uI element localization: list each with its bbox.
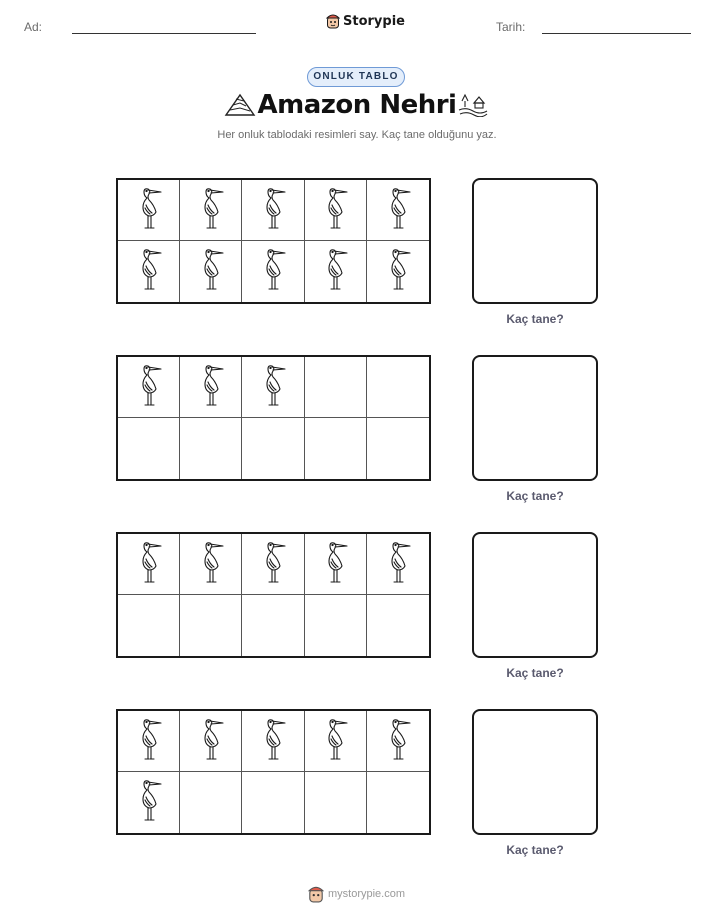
ten-frame-cell: [242, 418, 304, 479]
heron-icon: [320, 539, 350, 590]
ten-frame-cell: [367, 595, 429, 656]
ten-frame-cell: [180, 357, 242, 418]
brand-name: Storypie: [343, 13, 405, 29]
heron-icon: [258, 539, 288, 590]
ten-frame-cell: [180, 595, 242, 656]
ten-frame-3: [116, 532, 431, 658]
heron-icon: [383, 716, 413, 767]
river-village-icon: [458, 93, 488, 117]
heron-icon: [134, 246, 164, 297]
instructions: Her onluk tablodaki resimleri say. Kaç tane olduğunu yaz.: [217, 129, 497, 141]
ten-frame-cell: [305, 534, 367, 595]
ten-frame-cell: [305, 772, 367, 833]
heron-icon: [196, 716, 226, 767]
answer-box-3[interactable]: [472, 532, 598, 658]
ten-frame-cell: [118, 534, 180, 595]
ten-frame-cell: [118, 418, 180, 479]
ten-frame-2: [116, 355, 431, 481]
ten-frame-cell: [242, 595, 304, 656]
ten-frame-cell: [367, 711, 429, 772]
heron-icon: [383, 539, 413, 590]
ten-frame-cell: [367, 772, 429, 833]
ten-frame-cell: [118, 772, 180, 833]
ten-frame-cell: [305, 180, 367, 241]
ten-frame-cell: [367, 180, 429, 241]
worksheet-type-badge: ONLUK TABLO: [307, 67, 405, 87]
ten-frame-cell: [367, 534, 429, 595]
heron-icon: [134, 362, 164, 413]
ten-frame-cell: [180, 711, 242, 772]
ten-frame-cell: [305, 418, 367, 479]
heron-icon: [196, 362, 226, 413]
ten-frame-cell: [242, 241, 304, 302]
ten-frame-cell: [305, 357, 367, 418]
answer-box-1[interactable]: [472, 178, 598, 304]
name-label: Ad:: [24, 20, 43, 34]
answer-box-4[interactable]: [472, 709, 598, 835]
page-title: Amazon Nehri: [257, 90, 457, 120]
ten-frame-cell: [242, 357, 304, 418]
ten-frame-cell: [242, 180, 304, 241]
ten-frame-cell: [118, 595, 180, 656]
storypie-mascot-icon: [308, 885, 324, 903]
heron-icon: [383, 185, 413, 236]
ten-frame-cell: [242, 534, 304, 595]
heron-icon: [258, 716, 288, 767]
date-label: Tarih:: [496, 20, 526, 34]
ten-frame-cell: [242, 772, 304, 833]
ten-frame-cell: [367, 357, 429, 418]
answer-box-2[interactable]: [472, 355, 598, 481]
heron-icon: [196, 185, 226, 236]
heron-icon: [320, 185, 350, 236]
heron-icon: [134, 185, 164, 236]
heron-icon: [258, 246, 288, 297]
ten-frame-cell: [118, 241, 180, 302]
ten-frame-cell: [305, 595, 367, 656]
ten-frame-cell: [118, 180, 180, 241]
answer-label-3: Kaç tane?: [506, 666, 564, 680]
footer: [308, 885, 405, 903]
heron-icon: [196, 246, 226, 297]
heron-icon: [383, 246, 413, 297]
brand-logo: [326, 13, 405, 29]
answer-label-1: Kaç tane?: [506, 312, 564, 326]
heron-icon: [320, 716, 350, 767]
heron-icon: [196, 539, 226, 590]
footer-url[interactable]: mystorypie.com: [328, 888, 406, 900]
heron-icon: [134, 777, 164, 828]
ten-frame-cell: [118, 711, 180, 772]
heron-icon: [134, 539, 164, 590]
ten-frame-1: [116, 178, 431, 304]
ten-frame-cell: [180, 418, 242, 479]
ten-frame-cell: [367, 418, 429, 479]
answer-label-2: Kaç tane?: [506, 489, 564, 503]
date-line[interactable]: [542, 33, 691, 34]
ten-frame-cell: [180, 180, 242, 241]
ten-frame-cell: [180, 534, 242, 595]
ten-frame-cell: [118, 357, 180, 418]
name-line[interactable]: [72, 33, 256, 34]
ten-frame-cell: [242, 711, 304, 772]
answer-label-4: Kaç tane?: [506, 843, 564, 857]
heron-icon: [134, 716, 164, 767]
ten-frame-4: [116, 709, 431, 835]
ten-frame-cell: [367, 241, 429, 302]
heron-icon: [258, 185, 288, 236]
ten-frame-cell: [180, 772, 242, 833]
ten-frame-cell: [305, 241, 367, 302]
storypie-mascot-icon: [326, 13, 340, 29]
ten-frame-cell: [180, 241, 242, 302]
heron-icon: [320, 246, 350, 297]
ten-frame-cell: [305, 711, 367, 772]
heron-icon: [258, 362, 288, 413]
